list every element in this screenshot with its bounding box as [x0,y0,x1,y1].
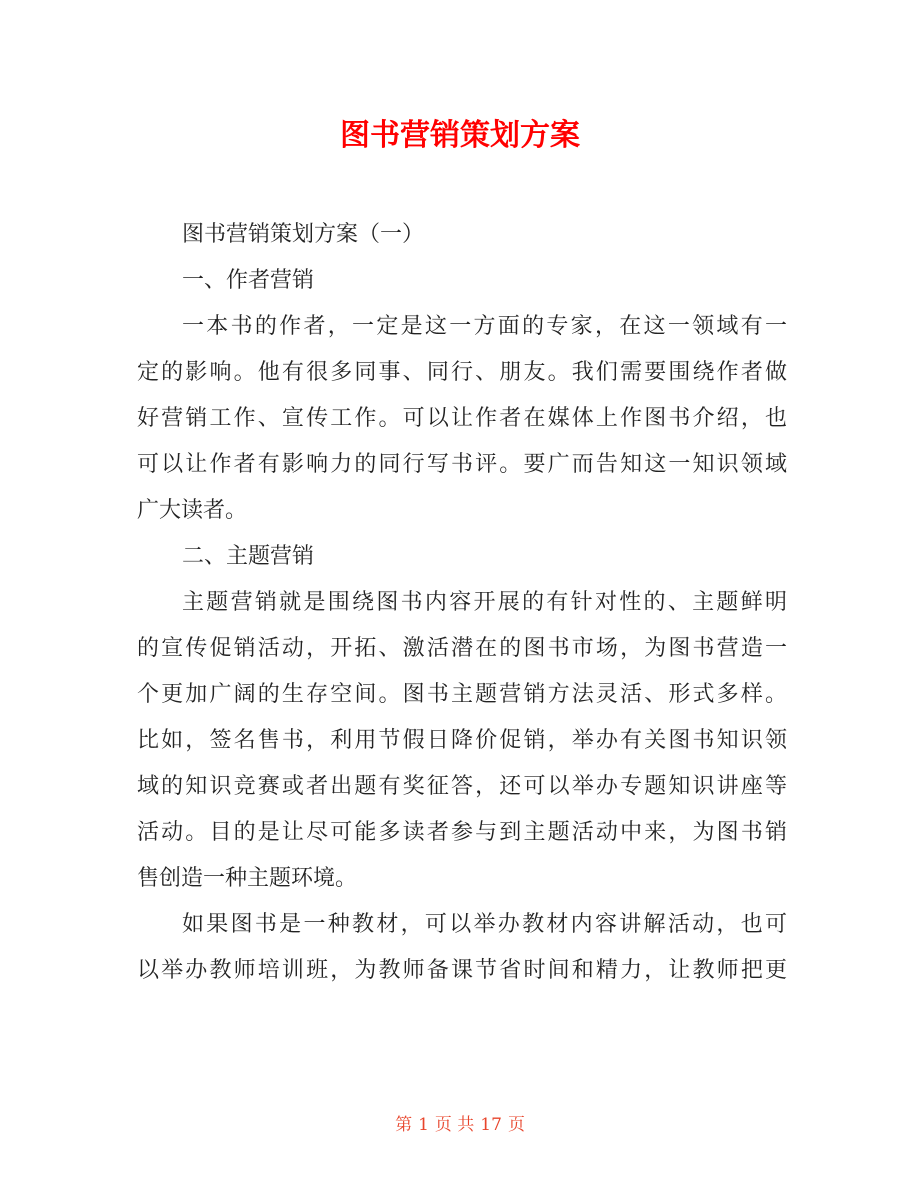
paragraph-line: 个更加广阔的生存空间。图书主题营销方法灵活、形式多样。 [137,682,787,707]
paragraph-line: 比如，签名售书，利用节假日降价促销，举办有关图书知识领 [137,728,787,753]
current-page-number: 1 [418,1115,429,1135]
paragraph-line: 以举办教师培训班，为教师备课节省时间和精力，让教师把更 [137,958,787,983]
paragraph-line: 可以让作者有影响力的同行写书评。要广而告知这一知识领域 [137,452,787,477]
paragraph-line: 好营销工作、宣传工作。可以让作者在媒体上作图书介绍，也 [137,406,787,431]
paragraph-line: 广大读者。 [137,498,248,523]
paragraph-line: 售创造一种主题环境。 [137,866,358,891]
total-pages: 17 [480,1115,502,1135]
paragraph-line: 主题营销就是围绕图书内容开展的有针对性的、主题鲜明 [182,590,787,615]
footer-mid: 页 共 [434,1115,475,1135]
footer-prefix: 第 [395,1115,413,1135]
paragraph-line: 的宣传促销活动，开拓、激活潜在的图书市场，为图书营造一 [137,636,787,661]
document-body [137,212,787,994]
subsection-heading: 一、作者营销 [182,268,315,293]
section-heading: 图书营销策划方案（一） [182,222,425,247]
paragraph-line: 如果图书是一种教材，可以举办教材内容讲解活动，也可 [182,912,787,937]
paragraph-line: 定的影响。他有很多同事、同行、朋友。我们需要围绕作者做 [137,360,787,385]
footer-suffix: 页 [507,1115,525,1135]
page-footer [0,1113,920,1137]
document-title: 图书营销策划方案 [340,118,580,153]
paragraph-line: 域的知识竞赛或者出题有奖征答，还可以举办专题知识讲座等 [137,774,787,799]
subsection-heading: 二、主题营销 [182,544,315,569]
paragraph-line: 一本书的作者，一定是这一方面的专家，在这一领域有一 [182,314,787,339]
paragraph-line: 活动。目的是让尽可能多读者参与到主题活动中来，为图书销 [137,820,787,845]
